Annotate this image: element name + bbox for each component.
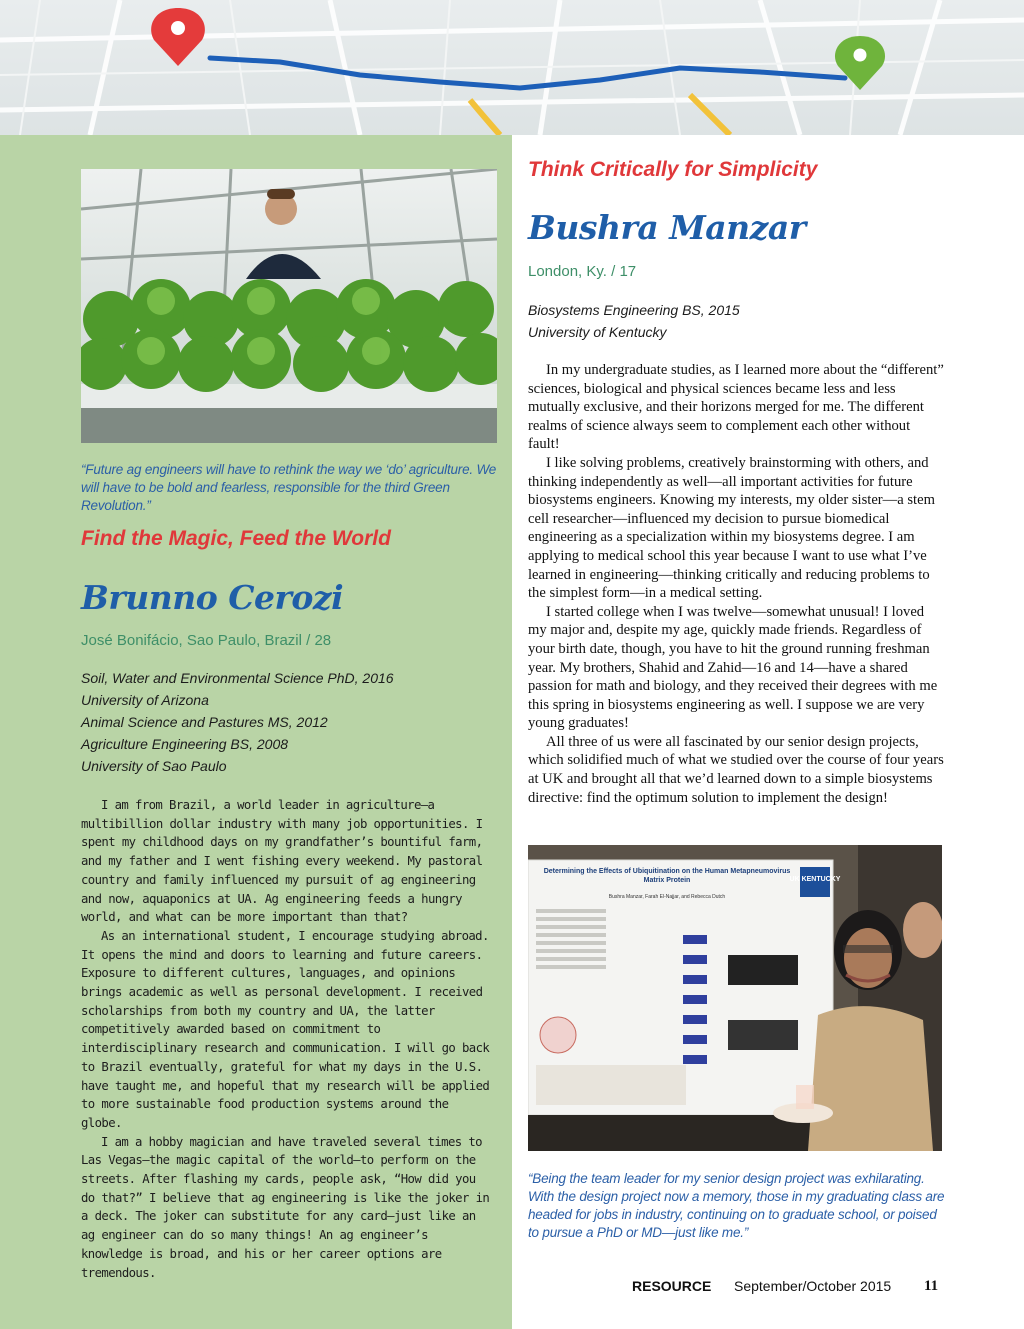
degree-line: Agriculture Engineering BS, 2008	[81, 736, 289, 752]
degree-line: University of Sao Paulo	[81, 758, 227, 774]
brunno-body-text	[81, 796, 495, 1282]
body-paragraph: I like solving problems, creatively brainstorming with others, and thinking independently as well—all important activities for future biosystems engineers. Knowing my interests, my older sister—a stem cell researcher—influenced my decision to pursue biomedical engineering as a specialization within my biosystems degree. I am applying to medical school this year because I want to use what I’ve learned in engineering—thinking critically and reducing problems to the simplest form—in a medical setting.	[528, 454, 935, 602]
bushra-section-title: Think Critically for Simplicity	[528, 158, 818, 181]
brunno-photo-caption: “Future ag engineers will have to rethink the way we ‘do’ agriculture. We will have to be bold and fearless, responsible for the third Green Revolution.”	[81, 462, 497, 513]
brunno-section-title: Find the Magic, Feed the World	[81, 527, 391, 550]
degree-line: University of Arizona	[81, 692, 209, 708]
body-paragraph: In my undergraduate studies, as I learned more about the “different” sciences, biological and physical sciences became less and less mutually exclusive, and their horizons merged for me. The different realms of science always seem to complement each other without fault!	[528, 362, 944, 453]
degree-line: University of Kentucky	[528, 324, 667, 340]
bushra-photo-caption: “Being the team leader for my senior design project was exhilarating. With the design project now a memory, those in my graduating class are headed for jobs in industry, continuing on to graduate school, or poised to pursue a PhD or MD—just like me.”	[528, 1171, 945, 1240]
greenhouse-lettuce-photo	[81, 169, 497, 443]
bushra-body-text	[528, 361, 944, 807]
bushra-name: Bushra Manzar	[528, 208, 806, 247]
degree-line: Soil, Water and Environmental Science PhD, 2016	[81, 670, 394, 686]
brunno-degrees	[81, 667, 394, 777]
green-pin-icon	[835, 36, 885, 90]
poster-presentation-photo	[528, 845, 942, 1151]
bushra-degrees	[528, 299, 740, 343]
footer-page-number: 11	[924, 1278, 939, 1294]
footer-issue: September/October 2015	[734, 1278, 892, 1294]
body-paragraph: All three of us were all fascinated by our senior design projects, which solidified much of what we studied over the course of four years at UK and brought all that we’d learned down to a simple biosystems directive: find the optimum solution to implement the design!	[528, 733, 944, 806]
body-paragraph: I started college when I was twelve—somewhat unusual! I loved my major and, despite my age, quickly made friends. Regardless of your birth date, though, you have to hit the ground running freshman year. My brothers, Shahid and Zahid—16 and 14—have a shared passion for math and biology, and they received their degrees with me this spring in biosystems engineering as well. I suppose we are very young graduates!	[528, 603, 938, 732]
degree-line: Biosystems Engineering BS, 2015	[528, 302, 740, 318]
body-paragraph: As an international student, I encourage studying abroad. It opens the mind and doors to learning and future careers. Exposure to different cultures, languages, and opinions brings academic as well as personal development. I received scholarships from both my country and UA, the latter competitively awarded based on commitment to interdisciplinary research and communication. I will go back to Brazil eventually, grateful for what my days in the U.S. have taught me, and hopeful that my research will be applied to more sustainable food production systems around the globe.	[81, 928, 490, 1130]
poster-title: Determining the Effects of Ubiquitination on the Human Metapneumovirus Matrix Protein	[543, 868, 791, 884]
brunno-location: José Bonifácio, Sao Paulo, Brazil / 28	[81, 632, 332, 649]
red-pin-icon	[151, 8, 205, 66]
body-paragraph: I am a hobby magician and have traveled several times to Las Vegas—the magic capital of the world—to perform on the streets. After flashing my cards, people ask, “How did you do that?” I believe that ag engineering is like the joker in a deck. The joker can substitute for any card—just like an ag engineer can do so many things! An ag engineer’s knowledge is broad, and his or her career options are tremendous.	[81, 1134, 490, 1280]
map-banner	[0, 0, 1024, 135]
poster-logo: UK KENTUCKY	[789, 876, 841, 883]
map-illustration	[0, 0, 1024, 135]
poster-authors: Bushra Manzar, Farah El-Najjar, and Rebecca Dutch	[608, 894, 726, 900]
degree-line: Animal Science and Pastures MS, 2012	[81, 714, 328, 730]
body-paragraph: I am from Brazil, a world leader in agriculture—a multibillion dollar industry with many job opportunities. I spent my childhood days on my grandfather’s bountiful farm, and my father and I went fishing every weekend. My pastoral country and family influenced my pursuit of ag engineering and now, aquaponics at UA. Ag engineering feeds a hungry world, and what can be more important than that?	[81, 798, 483, 925]
bushra-location: London, Ky. / 17	[528, 263, 637, 280]
footer-magazine: RESOURCE	[632, 1278, 712, 1294]
brunno-name: Brunno Cerozi	[81, 578, 344, 617]
